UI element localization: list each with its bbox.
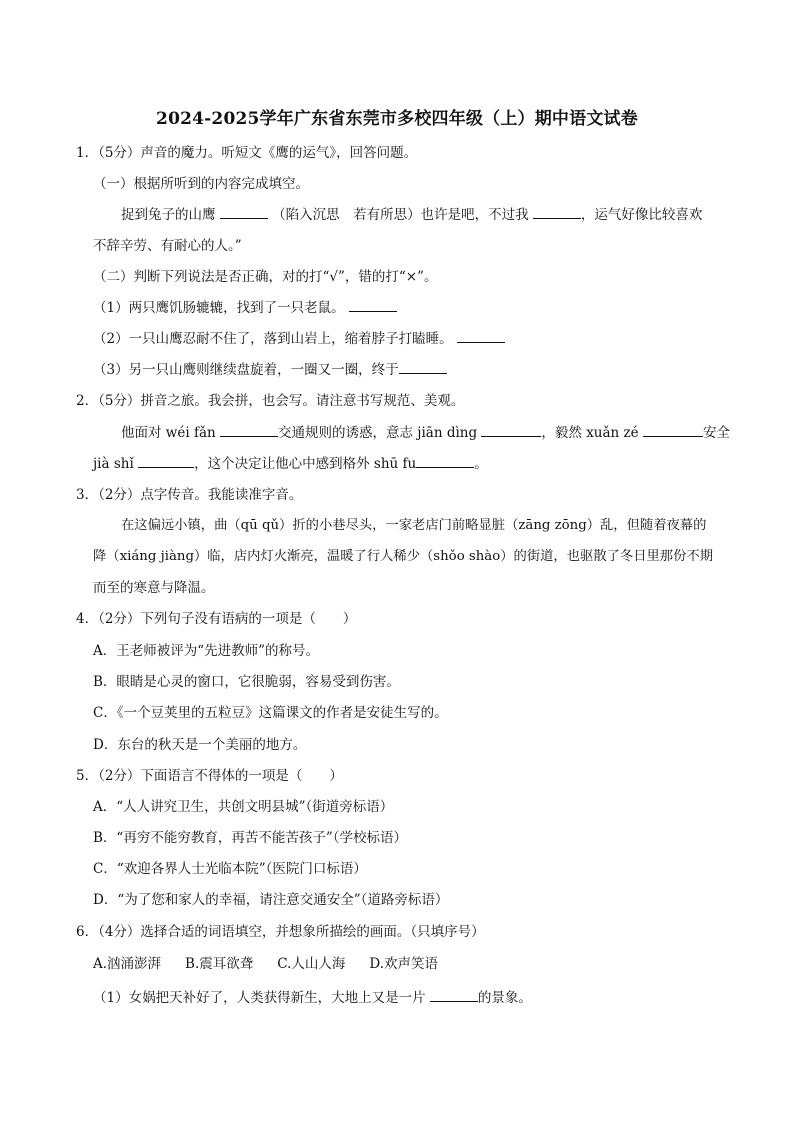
answer-blank[interactable]: [533, 206, 581, 219]
answer-blank[interactable]: [220, 206, 268, 219]
q3-passage-1: 在这偏远小镇，曲（qū qǔ）折的小巷尽头，一家老店门前略显脏（zāng zōng）乱，但随着夜幕的: [121, 518, 707, 533]
q5-heading: 5．（2分）下面语言不得体的一项是（ ）: [76, 768, 343, 784]
q6-choice-b[interactable]: B.震耳欲聋: [185, 956, 254, 972]
q5-option-a[interactable]: A．“人人讲究卫生，共创文明县城”（街道旁标语）: [93, 799, 394, 815]
q2-heading: 2．（5分）拼音之旅。我会拼，也会写。请注意书写规范、美观。: [76, 393, 465, 409]
answer-blank[interactable]: [643, 424, 703, 437]
q5-option-d[interactable]: D．“为了您和家人的幸福，请注意交通安全”（道路旁标语）: [93, 892, 449, 908]
q1-judge-1: （1）两只鹰饥肠辘辘，找到了一只老鼠。: [93, 299, 397, 317]
q1-section-1: （一）根据所听到的内容完成填空。: [93, 176, 309, 192]
q4-option-d[interactable]: D．东台的秋天是一个美丽的地方。: [93, 737, 307, 753]
q2-line-1: 他面对 wéi fǎn 交通规则的诱惑，意志 jiān dìng ，毅然 xuǎn zé 安全: [121, 425, 730, 441]
q2-line-2: jià shǐ ，这个决定让他心中感到格外 shū fu 。: [93, 456, 488, 472]
q4-option-b[interactable]: B．眼睛是心灵的窗口，它很脆弱，容易受到伤害。: [93, 674, 400, 690]
q4-option-a[interactable]: A．王老师被评为“先进教师”的称号。: [93, 643, 320, 659]
q5-option-b[interactable]: B．“再穷不能穷教育，再苦不能苦孩子”（学校标语）: [93, 830, 407, 846]
answer-blank[interactable]: [138, 455, 194, 468]
answer-blank[interactable]: [220, 424, 278, 437]
q4-heading: 4．（2分）下列句子没有语病的一项是（ ）: [76, 611, 357, 627]
q6-choice-a[interactable]: A.汹涌澎湃: [93, 956, 162, 972]
q1-fill-line: 捉到兔子的山鹰 （陷入沉思 若有所思）也许是吧，不过我 ，运气好像比较喜欢: [121, 207, 703, 223]
answer-blank[interactable]: [349, 299, 397, 312]
answer-blank[interactable]: [430, 989, 478, 1002]
q1-fill-cont: 不辞辛劳、有耐心的人。”: [93, 238, 242, 254]
answer-blank[interactable]: [399, 361, 447, 374]
q6-choices: [93, 955, 438, 973]
page-title: 2024-2025学年广东省东莞市多校四年级（上）期中语文试卷: [156, 109, 638, 129]
q3-passage-3: 而至的寒意与降温。: [93, 580, 215, 596]
q6-choice-c[interactable]: C.人山人海: [277, 956, 346, 972]
q3-passage-2: 降（xiáng jiàng）临，店内灯火渐亮，温暖了行人稀少（shǒo shào）的街道，也驱散了冬日里那份不期: [93, 549, 713, 564]
q1-heading: 1．（5分）声音的魔力。听短文《鹰的运气》，回答问题。: [76, 145, 418, 161]
q4-option-c[interactable]: C．《一个豆荚里的五粒豆》这篇课文的作者是安徒生写的。: [93, 705, 448, 721]
q1-section-2: （二）判断下列说法是否正确，对的打“√”，错的打“×”。: [93, 269, 438, 285]
q1-judge-3: （3）另一只山鹰则继续盘旋着，一圈又一圈，终于: [93, 361, 447, 379]
q6-item-1: （1）女娲把天补好了，人类获得新生，大地上又是一片 的景象。: [93, 990, 532, 1006]
q1-judge-2: （2）一只山鹰忍耐不住了，落到山岩上，缩着脖子打瞌睡。: [93, 330, 505, 348]
q5-option-c[interactable]: C．“欢迎各界人士光临本院”（医院门口标语）: [93, 861, 367, 877]
answer-blank[interactable]: [457, 330, 505, 343]
q3-heading: 3．（2分）点字传音。我能读准字音。: [76, 487, 303, 503]
q6-choice-d[interactable]: D.欢声笑语: [369, 956, 439, 972]
q6-heading: 6．（4分）选择合适的词语填空，并想象所描绘的画面。（只填序号）: [76, 924, 485, 940]
answer-blank[interactable]: [481, 424, 541, 437]
answer-blank[interactable]: [416, 455, 474, 468]
